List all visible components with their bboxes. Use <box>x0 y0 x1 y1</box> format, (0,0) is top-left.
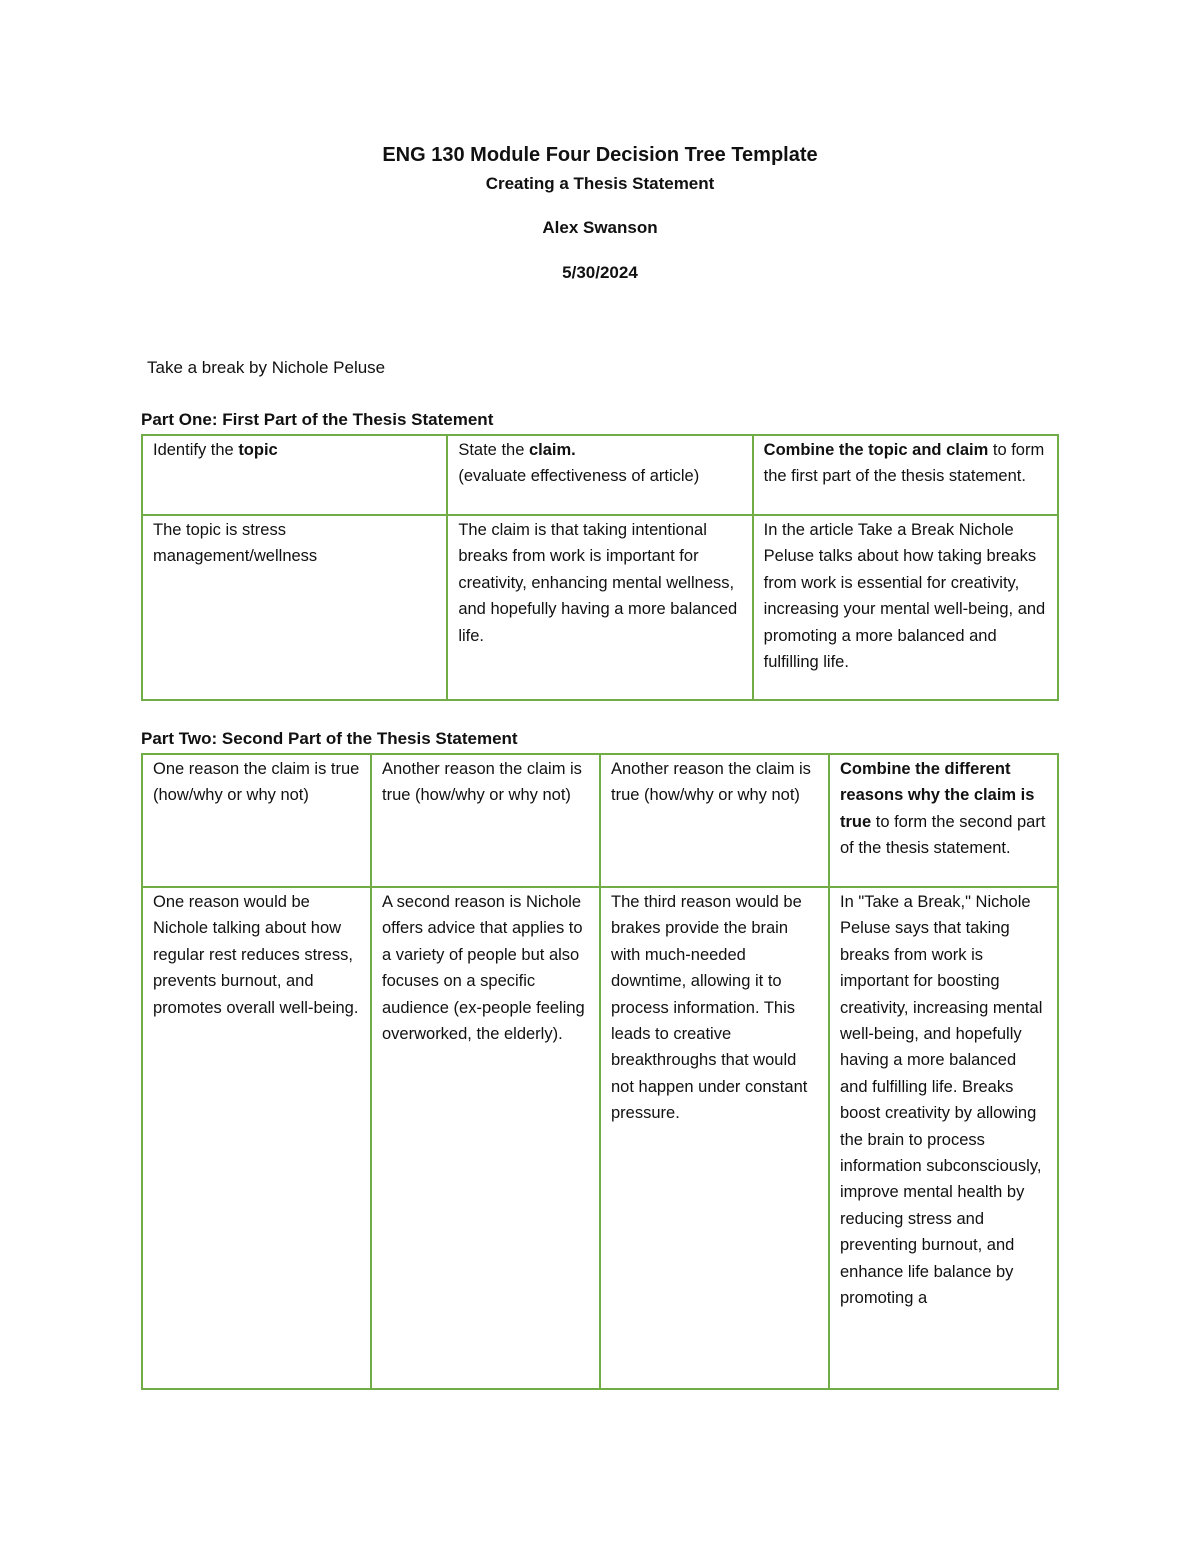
document-date: 5/30/2024 <box>562 263 638 282</box>
document-title: ENG 130 Module Four Decision Tree Template <box>382 144 818 166</box>
table-row <box>142 515 1058 700</box>
reason-2-cell: A second reason is Nichole offers advice that applies to a variety of people but also focuses on a specific audience (ex-people feeling overworked, the elderly). <box>371 887 600 1389</box>
table-header-row <box>142 754 1058 887</box>
combined-cell: In the article Take a Break Nichole Peluse talks about how taking breaks from work is essential for creativity, increasing your mental well-being, and promoting a more balanced and fulfilling life. <box>753 515 1058 700</box>
header-cell-combine: Combine the different reasons why the claim is true to form the second part of the thesis statement. <box>829 754 1058 887</box>
table-header-row <box>142 435 1058 515</box>
header-cell-reason-2: Another reason the claim is true (how/why or why not) <box>371 754 600 887</box>
part-two-table <box>141 753 1059 1390</box>
combined-cell: In "Take a Break," Nichole Peluse says that taking breaks from work is important for boosting creativity, increasing mental well-being, and hopefully having a more balanced and fulfilling life. Breaks boost creativity by allowing the brain to process information subconsciously, improve mental health by reducing stress and preventing burnout, and enhance life balance by promoting a <box>829 887 1058 1389</box>
author-name: Alex Swanson <box>542 218 658 237</box>
header-cell-claim: State the claim. (evaluate effectiveness of article) <box>447 435 752 515</box>
part-one-heading: Part One: First Part of the Thesis Statement <box>141 410 494 429</box>
header-cell-topic: Identify the topic <box>142 435 447 515</box>
part-one-table <box>141 434 1059 701</box>
article-reference: Take a break by Nichole Peluse <box>147 358 386 377</box>
topic-cell: The topic is stress management/wellness <box>142 515 447 700</box>
claim-cell: The claim is that taking intentional breaks from work is important for creativity, enhancing mental wellness, and hopefully having a more balanced life. <box>447 515 752 700</box>
header-cell-reason-1: One reason the claim is true (how/why or why not) <box>142 754 371 887</box>
part-two-heading: Part Two: Second Part of the Thesis Statement <box>141 729 518 748</box>
reason-1-cell: One reason would be Nichole talking about how regular rest reduces stress, prevents burnout, and promotes overall well-being. <box>142 887 371 1389</box>
header-cell-reason-3: Another reason the claim is true (how/why or why not) <box>600 754 829 887</box>
reason-3-cell: The third reason would be brakes provide the brain with much-needed downtime, allowing it to process information. This leads to creative breakthroughs that would not happen under constant pressure. <box>600 887 829 1389</box>
table-row <box>142 887 1058 1389</box>
document-subtitle: Creating a Thesis Statement <box>485 174 715 193</box>
header-cell-combine: Combine the topic and claim to form the first part of the thesis statement. <box>753 435 1058 515</box>
